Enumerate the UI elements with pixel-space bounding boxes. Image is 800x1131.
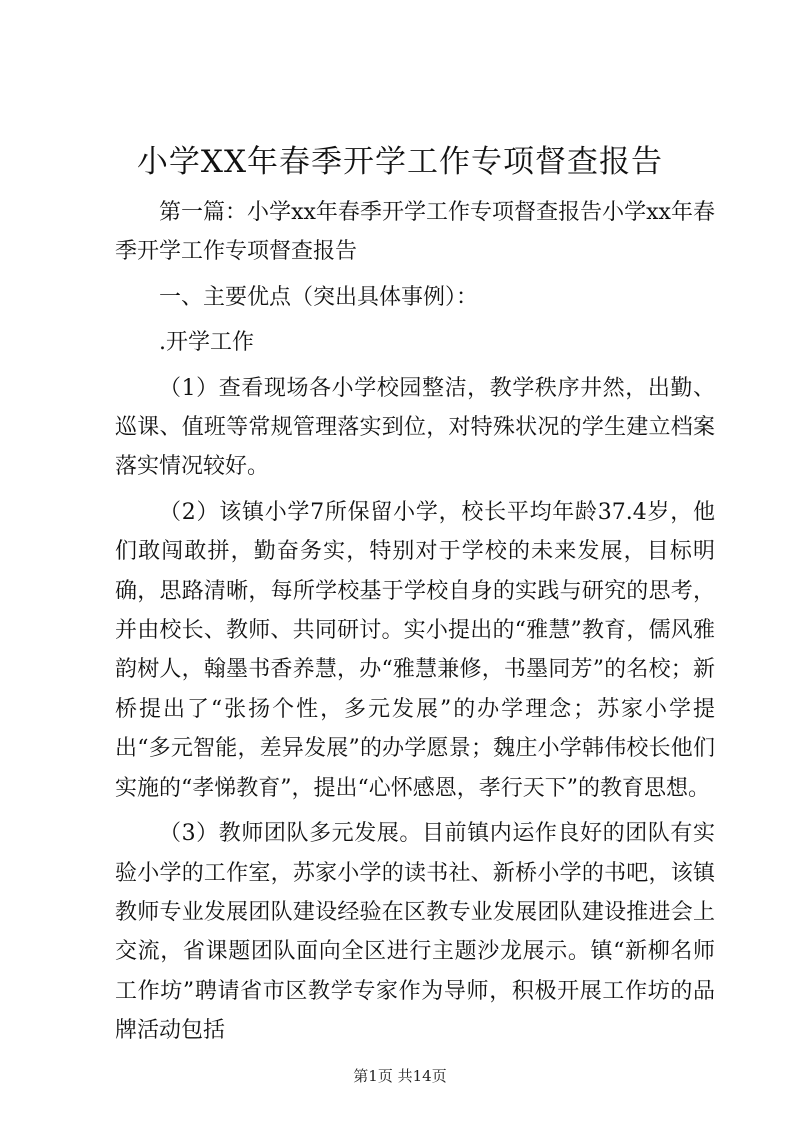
page-number: 第1页 共14页: [353, 1067, 447, 1085]
paragraph-section-heading: 一、主要优点（突出具体事例）：: [159, 284, 479, 310]
paragraph-item-3: （3）教师团队多元发展。目前镇内运作良好的团队有实验小学的工作室，苏家小学的读书社、新桥小学的书吧，该镇教师专业发展团队建设经验在区教专业发展团队建设推进会上交流，省课题团队面向全区进行主题沙龙展示。镇“新柳名师工作坊”聘请省市区教学专家作为导师，积极开展工作坊的品牌活动包括: [115, 821, 715, 1044]
paragraph-item-2: （2）该镇小学7所保留小学，校长平均年龄37.4岁，他们敢闯敢拼，勤奋务实，特别对于学校的未来发展，目标明确，思路清晰，每所学校基于学校自身的实践与研究的思考，并由校长、教师、共同研讨。实小提出的“雅慧”教育，儒风雅韵树人，翰墨书香养慧，办“雅慧兼修，书墨同芳”的名校；新桥提出了“张扬个性，多元发展”的办学理念；苏家小学提出“多元智能，差异发展”的办学愿景；魏庄小学韩伟校长他们实施的“孝悌教育”，提出“心怀感恩，孝行天下”的教育思想。: [115, 499, 715, 801]
document-body: [115, 193, 715, 1051]
paragraph-intro: 第一篇：小学xx年春季开学工作专项督查报告小学xx年春季开学工作专项督查报告: [115, 200, 715, 265]
document-title: 小学XX年春季开学工作专项督查报告: [136, 144, 664, 180]
paragraph-subheading: .开学工作: [159, 330, 254, 356]
paragraph-item-1: （1）查看现场各小学校园整洁，教学秩序井然，出勤、巡课、值班等常规管理落实到位，对特殊状况的学生建立档案落实情况较好。: [115, 375, 715, 480]
